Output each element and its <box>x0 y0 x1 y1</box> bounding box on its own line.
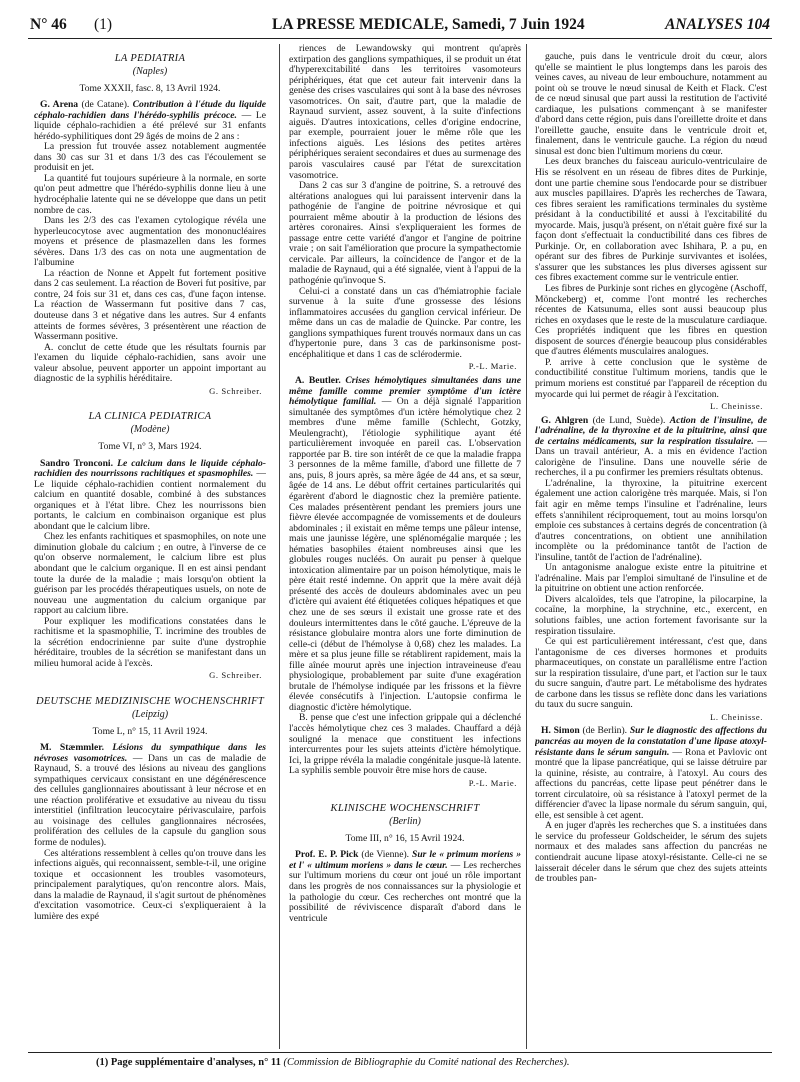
column-1 <box>34 44 266 1049</box>
article <box>34 743 266 922</box>
paragraph-text: — Dans un cas de maladie de Raynaud, S. a trouvé des lésions au niveau des ganglions sympathiques cervicaux consistant en une dégénérescence des cellules ganglionnaires aboutissant à leur nécrose et en une réaction proliférative et exsudative au niveau du tissu interstitiel (infiltration leucocytaire périvasculaire, parfois au voisinage des cellules ganglionnaires nécrosées, prolifération des cellules de la capsule du ganglion sous forme de nodules). <box>34 752 266 848</box>
article-author: G. Ahlgren <box>541 414 589 426</box>
journal-city: (Modène) <box>130 424 170 436</box>
paragraph-text: Chez les enfants rachitiques et spasmophiles, on note une diminution globale du calcium ; en outre, à l'inverse de ce qu'on observe normalement, le calcium libre est plus abondant que le calcium organique. Il en est ainsi pendant toute la durée de la maladie ; mais lorsqu'on obtient la guérison par les procédés thérapeutiques usuels, on note de nouveau une augmentation du calcium organique par rapport au calcium libre. <box>34 531 266 617</box>
paragraph-text: A. conclut de cette étude que les résultats fournis par l'examen du liquide céphalo-rachidien, sans avoir une valeur absolue, peuvent apporter un appoint important au diagnostic de la syphilis héréditaire. <box>34 341 266 385</box>
paragraph-text: B. pense que c'est une infection grippale qui a déclenché l'accès hémolytique chez ces 3 malades. Chauffard a déjà souligné la menace que constituent les infections intercurrentes pour les sujets atteints d'ictère hémolytique. Ici, la grippe révéla la maladie congénitale jusque-là latente. La syphilis semble pouvoir être mise hors de cause. <box>289 712 521 777</box>
article-title: Action de l'insuline, de l'adrénaline, de la thyroxine et de la pituitrine, ainsi que de certains médicaments, sur la respiration tissulaire. <box>535 414 767 447</box>
issue-info: Tome XXXII, fasc. 8, 13 Avril 1924. <box>79 82 221 94</box>
paragraph-text: La pression fut trouvée assez notablement augmentée dans 30 cas sur 31 et dans 1/3 des cas l'écoulement se produisit en jet. <box>34 141 266 174</box>
paragraph-text: gauche, puis dans le ventricule droit du cœur, alors qu'elle se maintient le plus longtemps dans les parois des veines caves, au niveau de leur embouchure, notamment au point où se trouve le nœud sinusal de Keith et Flack. C'est de ce nœud sinusal que part aussi la restitution de l'activité cardiaque, les pulsations commençant à se manifester d'abord dans cette région, puis dans l'oreillette droite et dans l'oreillette gauche, ensuite dans le ventricule droit et, finalement, dans le ventricule gauche. La région du nœud sinusal est donc bien l'ultimum moriens du cœur. <box>535 51 767 157</box>
article-paragraph <box>535 595 767 637</box>
footer-note: (Commission de Bibliographie du Comité national des Recherches). <box>283 1057 570 1068</box>
journal-name: LA PEDIATRIA <box>114 53 186 64</box>
article-paragraph <box>289 376 521 714</box>
journal-name: DEUTSCHE MEDIZINISCHE WOCHENSCHRIFT <box>35 695 265 707</box>
article-paragraph <box>34 532 266 616</box>
section-label: ANALYSES 104 <box>665 16 770 33</box>
footnote-marker: (1) <box>94 16 113 33</box>
paragraph-text: Dans 2 cas sur 3 d'angine de poitrine, S. a retrouvé des altérations analogues qui lui paraissent intervenir dans la pathogénie de l'angine de poitrine névrosique et qui pourraient même aboutir à la production de lésions des artères coronaires. Ainsi s'expliqueraient les formes de passage entre cette variété d'angor et l'angine de poitrine vraie ; on sait l'amélioration que procure la sympathectomie cervicale. Par ailleurs, la coïncidence de l'angor et de la maladie de Raynaud, qui a été signalée, vient à l'appui de la pathogénie qu'invoque S. <box>289 180 521 287</box>
paragraph-text: — Les recherches sur l'ultimum moriens du cœur ont joué un rôle important dans les progrès de nos connaissances sur la physiologie et la pathologie du cœur. Ces recherches ont montré que la possibilité de réviviscence disparaît d'abord dans le ventricule <box>289 859 521 924</box>
header-rule <box>28 38 772 39</box>
paragraph-text: — Dans un travail antérieur, A. a mis en évidence l'action calorigène de l'insuline. Dans une nouvelle série de recherches, il a pu confirmer les premiers résultats obtenus. <box>535 435 767 479</box>
paragraph-text: — Rona et Pavlovic ont montré que la lipase pancréatique, qui se laisse détruire par la quinine, résiste, au contraire, à l'atoxyl. Au cours des affections du pancréas, cette lipase peut pénétrer dans le torrent circulatoire, où sa résistance à l'atoxyl permet de la différencier d'avec la lipase normale du sérum sanguin, qui, elle, est sensible à cet agent. <box>535 746 767 821</box>
signature: P.-L. Marie. <box>468 777 517 788</box>
paragraph-text: Dans les 2/3 des cas l'examen cytologique révéla une hyperleucocytose avec augmentation des mononucléaires moyens et présence de plasmazellen dans les formes sévères. Dans 1/3 des cas on nota une augmentation de l'albumine <box>34 215 266 269</box>
journal-title: LA PRESSE MEDICALE, Samedi, 7 Juin 1924 <box>272 16 585 33</box>
issue-info: Tome L, n° 15, 11 Avril 1924. <box>92 725 208 737</box>
paragraph-text: Pour expliquer les modifications constatées dans le rachitisme et la spasmophilie, T. incrimine des troubles de la sécrétion endocrinienne par suite d'une dystrophie héréditaire, troubles de la sécrétion se manifestant dans un milieu humoral acide à l'excès. <box>34 615 266 669</box>
footer-rule <box>28 1052 772 1053</box>
author-affiliation: (de Lund, Suède). <box>592 414 666 426</box>
article-paragraph <box>34 743 266 848</box>
column-2 <box>289 44 521 1049</box>
page-footer <box>96 1057 776 1068</box>
article-paragraph <box>34 849 266 923</box>
article-paragraph <box>34 343 266 385</box>
paragraph-text: A en juger d'après les recherches que S. a instituées dans le service du professeur Goldscheider, le sérum des sujets normaux et des malades sans affection du pancréas ne contiendrait aucune lipase atoxyl-résistante. Celle-ci ne se laisserait déceler dans le sérum que chez des sujets atteints de troubles pan- <box>535 820 767 885</box>
signature: L. Cheinisse. <box>710 711 763 722</box>
article-paragraph <box>289 44 521 181</box>
paragraph-text: La quantité fut toujours supérieure à la normale, en sorte qu'on peut admettre que l'hérédo-syphilis donne lieu à une hydrocéphalie latente qui ne se développe que dans un petit nombre de cas. <box>34 172 266 216</box>
paragraph-text: Ces altérations ressemblent à celles qu'on trouve dans les infections aiguës, qui reconnaissent, semble-t-il, une origine toxique et occasionnent les troubles vasomoteurs, principalement paralytiques, qu'on rencontre alors. Mais, dans la maladie de Raynaud, il s'agit surtout de phénomènes d'excitation vasomotrice. Ceux-ci s'expliqueraient à la lumière des expé <box>34 847 266 922</box>
article <box>34 100 266 396</box>
signature: L. Cheinisse. <box>710 401 763 412</box>
paragraph-text: La réaction de Nonne et Appelt fut fortement positive dans 2 cas seulement. La réaction de Boveri fut positive, par contre, 24 fois sur 31 et, dans ces cas, d'une façon intense. La réaction de Wassermann fut positive dans 7 cas, douteuse dans 3 et négative dans les autres. Sur 4 enfants atteints de formes sévères, 3 présentèrent une réaction de Wassermann positive. <box>34 267 266 343</box>
paragraph-text: Celui-ci a constaté dans un cas d'hémiatrophie faciale survenue à la suite d'une grossesse des lésions inflammatoires accusées du ganglion cervical inférieur. De même dans un cas de maladie de Quincke. Par contre, les ganglions sympathiques furent trouvés normaux dans un cas d'hypertonie pure, dans 3 cas de parkinsonisme post-encéphalitique et dans 1 cas de sclérodermie. <box>289 285 521 360</box>
article-paragraph <box>535 358 767 400</box>
article-author: M. Stæmmler. <box>40 742 105 754</box>
article-paragraph <box>34 142 266 174</box>
article-paragraph <box>535 726 767 821</box>
journal-city: (Berlin) <box>389 816 421 828</box>
article-author: G. Arena <box>40 99 79 111</box>
article-author: Prof. E. P. Pick <box>295 849 359 861</box>
journal-city: (Naples) <box>132 66 168 77</box>
article <box>34 459 266 681</box>
article-paragraph <box>34 459 266 533</box>
article-paragraph <box>34 216 266 269</box>
paragraph-text: Un antagonisme analogue existe entre la pituitrine et l'adrénaline. Mais par l'emploi simultané de l'insuline et de la pituitrine on obtient une action renforcée. <box>535 562 767 595</box>
article-paragraph <box>34 617 266 670</box>
article <box>535 726 767 884</box>
article-title: Contribution à l'étude du liquide céphalo-rachidien dans l'hérédo-syphilis précoce. <box>34 99 266 121</box>
article-paragraph <box>34 174 266 216</box>
signature: P.-L. Marie. <box>468 361 517 372</box>
paragraph-text: — Le liquide céphalo-rachidien contient normalement du calcium en quantité dosable, combiné à des substances organiques et à l'état libre. Chez les nourrissons bien portants, le calcium en combinaison organique est plus abondant que le calcium libre. <box>34 468 266 532</box>
journal-name: LA CLINICA PEDIATRICA <box>88 411 212 423</box>
footer-main: Page supplémentaire d'analyses, n° 11 <box>110 1057 281 1068</box>
article-author: H. Simon <box>541 725 580 737</box>
page-header <box>28 14 772 36</box>
journal-name: KLINISCHE WOCHENSCHRIFT <box>330 803 480 815</box>
paragraph-text: Divers alcaloïdes, tels que l'atropine, la pilocarpine, la cocaïne, la morphine, la strychnine, etc., exercent, en solutions faibles, une action fortement favorisante sur la respiration tissulaire. <box>535 593 767 637</box>
paragraph-text: Les fibres de Purkinje sont riches en glycogène (Aschoff, Mönckeberg) et, comme l'ont montré les recherches récentes de Katsunuma, elles sont aussi beaucoup plus riches en oxydases que le reste de la musculature cardiaque. Ces propriétés indiquent que les fibres en question disposent de sources d'énergie beaucoup plus considérables que d'autres éléments musculaires analogues. <box>535 283 767 358</box>
footer-marker: (1) <box>96 1057 109 1068</box>
article <box>535 416 767 723</box>
article-author: A. Beutler. <box>295 374 341 386</box>
author-affiliation: (de Vienne). <box>361 849 410 861</box>
article-paragraph <box>535 637 767 711</box>
article-paragraph <box>535 563 767 595</box>
issue-info: Tome III, n° 16, 15 Avril 1924. <box>345 832 465 844</box>
article-paragraph <box>34 100 266 142</box>
paragraph-text: Ce qui est particulièrement intéressant, c'est que, dans l'antagonisme de ces diverses hormones et produits pharmaceutiques, on constate un parallélisme entre l'action sur la respiration tissulaire, d'une part, et l'action sur le taux du sucre sanguin, d'autre part. Le métabolisme des hydrates de carbone dans les tissus se reflète donc dans les variations du taux du sucre sanguin. <box>535 636 767 711</box>
article-title: Sur le diagnostic des affections du pancréas au moyen de la constatation d'une lipase atoxyl-résistante dans le sérum sanguin. <box>535 725 767 758</box>
paragraph-text: — Le liquide céphalo-rachidien a été prélevé sur 31 enfants hérédo-syphilitiques dont 29 âgés de moins de 2 ans : <box>34 109 266 142</box>
column-3 <box>535 44 767 1049</box>
article <box>289 376 521 788</box>
article <box>535 52 767 412</box>
article-paragraph <box>289 713 521 776</box>
article-paragraph <box>289 181 521 286</box>
article-paragraph <box>289 850 521 924</box>
column-divider <box>279 44 280 1049</box>
article-paragraph <box>535 416 767 479</box>
paragraph-text: riences de Lewandowsky qui montrent qu'après extirpation des ganglions sympathiques, il se produit un état d'hyperexcitabilité dans les territoires vasomoteurs périphériques, état que cet auteur fait intervenir dans la genèse des crises vasculaires qui sont à la base des névroses vasomotrices. On sait, d'autre part, que la maladie de Raynaud survient, assez souvent, à la suite d'infections aiguës. D'autres intoxications, celles d'origine endocrine, par exemple, pourraient jouer le même rôle que les infections aiguës. Les lésions des petites artères périphériques seraient secondaires et dues au surmenage des parois vasculaires causé par l'état de surexcitation vasomotrice. <box>289 44 521 181</box>
article-paragraph <box>34 269 266 343</box>
article-paragraph <box>535 157 767 284</box>
article-paragraph <box>289 287 521 361</box>
article-paragraph <box>535 284 767 358</box>
paragraph-text: Les deux branches du faisceau auriculo-ventriculaire de His se résolvent en un réseau de fibres dites de Purkinje, dont une partie chemine sous l'endocarde pour se distribuer aux muscles papillaires. D'après les recherches de Tawara, ces fibres seraient les ramifications terminales du système présidant à la conductibilité et aussi à l'excitabilité du myocarde. Mais, jusqu'à présent, on n'était guère fixé sur la façon dont s'effectuait la conductibilité dans ces fibres de Purkinje. Or, en collaboration avec Ishihara, P. a pu, en opérant sur des fibres de Purkinje survivantes et isolées, s'assurer que les substances les plus diverses agissent sur ces fibres exactement comme sur le ventricule entier. <box>535 156 767 284</box>
paragraph-text: — On a déjà signalé l'apparition simultanée des symptômes d'un ictère hémolytique chez 2 membres d'une même famille (Schlecht, Gotzky, Meulengracht), l'étiologie syphilitique ayant été particulièrement invoquée en pareil cas. L'observation rapportée par B. tire son intérêt de ce que la maladie frappa 3 personnes de la même famille, d'abord une fillette de 7 ans, puis, 8 jours après, sa mère âgée de 44 ans, et sa sœur, âgée de 14 ans. Le début offrit certaines particularités qui égarèrent d'abord le diagnostic chez la première patiente. Ces malades présentèrent pendant les premiers jours une fièvre élevée accompagnée de vomissements et de douleurs abdominales ; il existait en même temps une pâleur intense, mais une jaunisse légère, une splénomégalie marquée ; les hématies basophiles étaient nombreuses ainsi que les globules rouges nucléés. On aurait pu penser à quelque intoxication alimentaire par un poison hémolytique, mais le père était resté indemne. On apprit que la mère avait déjà présenté des accès de douleurs abdominales avec un peu d'ictère qui avaient été étiquetées coliques hépatiques et que chez une de ses sœurs il existait une grosse rate et des douleurs intermittentes dans le côté gauche. L'épreuve de la résistance globulaire montra alors une forte diminution de celle-ci (début de l'hémolyse à 0,68) chez les malades. La mère et sa plus jeune fille se rétablirent rapidement, mais la fille aînée mourut après une injection intraveineuse d'eau physiologique, probablement par suite d'une exagération brutale de l'hémolyse indiquée par les frissons et la fièvre élevée consécutifs à l'injection. L'autopsie confirma le diagnostic d'ictère hémolytique. <box>289 396 521 713</box>
article-paragraph <box>535 479 767 563</box>
article-paragraph <box>535 52 767 157</box>
signature: G. Schreiber. <box>209 385 262 396</box>
column-divider <box>526 44 527 1049</box>
signature: G. Schreiber. <box>209 670 262 681</box>
article-title: Crises hémolytiques simultanées dans une même famille comme premier symptôme d'un ictère hémolytique familial. <box>289 374 521 408</box>
page-number: N° 46 <box>30 16 67 33</box>
article-title: Sur le « primum moriens » et l' « ultimum moriens » dans le cœur. <box>289 849 521 871</box>
journal-city: (Leipzig) <box>131 708 169 720</box>
article-title: Lésions du sympathique dans les névroses vasomotrices. <box>34 742 266 764</box>
article <box>289 44 521 372</box>
article-author: Sandro Tronconi. <box>40 457 113 469</box>
author-affiliation: (de Berlin). <box>582 725 628 737</box>
paragraph-text: P. arrive à cette conclusion que le système de conductibilité constitue l'ultimum moriens, tandis que le primum moriens est constitué par l'appareil de réception du myocarde qui lui permet de réagir à l'excitation. <box>535 356 767 400</box>
author-affiliation: (de Catane). <box>81 99 130 111</box>
issue-info: Tome VI, n° 3, Mars 1924. <box>98 440 202 452</box>
article <box>289 850 521 924</box>
article-paragraph <box>535 821 767 884</box>
paragraph-text: L'adrénaline, la thyroxine, la pituitrine exercent également une action calorigène très marquée. Mais, si l'on fait agir en même temps l'insuline et l'adrénaline, leurs effets s'annihilent réciproquement, tout au moins lorsqu'on emploie ces substances à certains degrés de concentration (à d'autres concentrations, on obtient une annihilation incomplète ou la prédominance tantôt de l'action de l'insuline, tantôt de l'action de l'adrénaline). <box>535 477 767 563</box>
article-title: Le calcium dans le liquide céphalo-rachidien des nourrissons rachitiques et spasmophiles. <box>34 457 266 480</box>
